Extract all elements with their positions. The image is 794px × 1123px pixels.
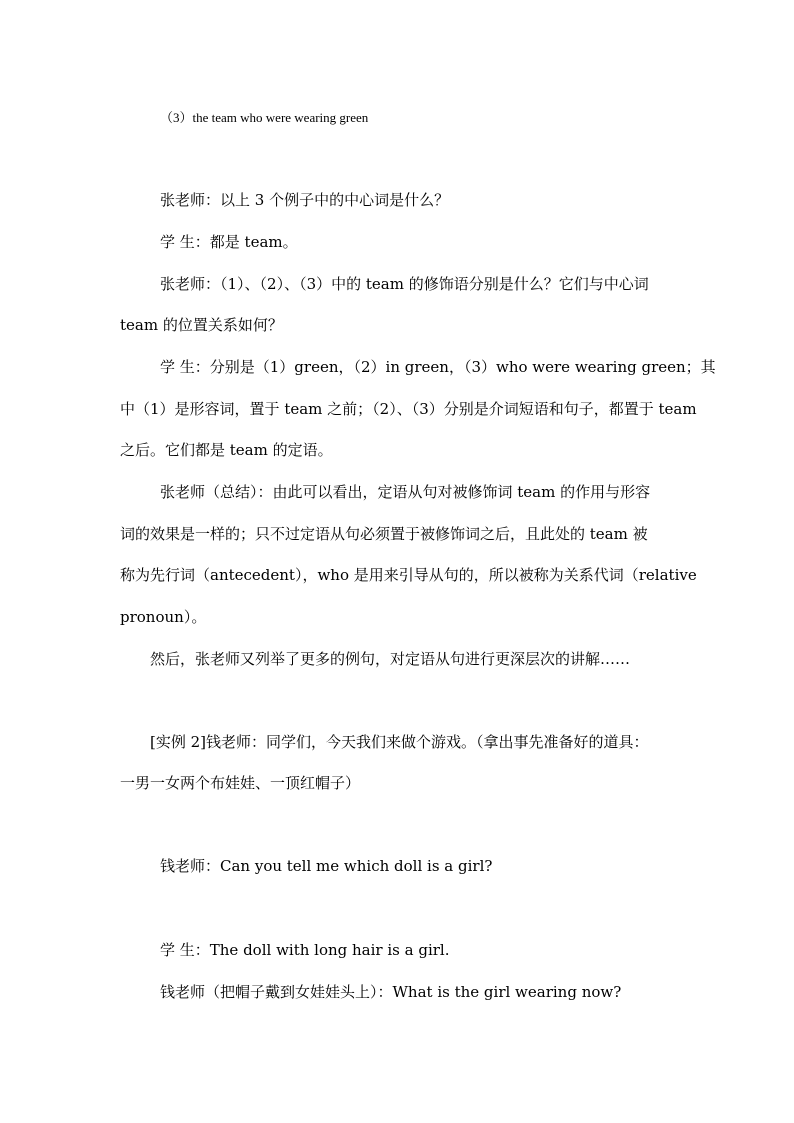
answer-2-line-2: 中（1）是形容词，置于 team 之前；（2）、（3）分别是介词短语和句子，都置于 team [120, 400, 697, 418]
summary-line-4: pronoun）。 [120, 608, 207, 626]
example-3-line: （3）the team who were wearing green [160, 110, 369, 125]
answer-3: 学 生：The doll with long hair is a girl. [160, 941, 450, 959]
example-2-line-2: 一男一女两个布娃娃、一顶红帽子） [120, 774, 361, 792]
question-3: 钱老师：Can you tell me which doll is a girl? [160, 857, 493, 875]
summary-line-2: 词的效果是一样的；只不过定语从句必须置于被修饰词之后，且此处的 team 被 [120, 525, 648, 543]
answer-2-line-3: 之后。它们都是 team 的定语。 [120, 441, 333, 459]
question-1: 张老师：以上 3 个例子中的中心词是什么？ [160, 191, 450, 209]
summary-line-3: 称为先行词（antecedent），who 是用来引导从句的，所以被称为关系代词（relative [120, 566, 697, 584]
question-4: 钱老师（把帽子戴到女娃娃头上）：What is the girl wearing now? [160, 983, 622, 1001]
question-2-line-2: team 的位置关系如何？ [120, 316, 283, 334]
answer-2-line-1: 学 生：分别是（1）green，（2）in green，（3）who were wearing green；其 [160, 358, 716, 376]
example-2-line-1: [实例 2]钱老师：同学们，今天我们来做个游戏。（拿出事先准备好的道具： [150, 733, 649, 751]
summary-line-1: 张老师（总结）：由此可以看出，定语从句对被修饰词 team 的作用与形容 [160, 483, 651, 501]
then-line: 然后，张老师又列举了更多的例句，对定语从句进行更深层次的讲解…… [150, 650, 631, 668]
question-2-line-1: 张老师：（1）、（2）、（3）中的 team 的修饰语分别是什么？它们与中心词 [160, 275, 649, 293]
answer-1: 学 生：都是 team。 [160, 233, 298, 251]
